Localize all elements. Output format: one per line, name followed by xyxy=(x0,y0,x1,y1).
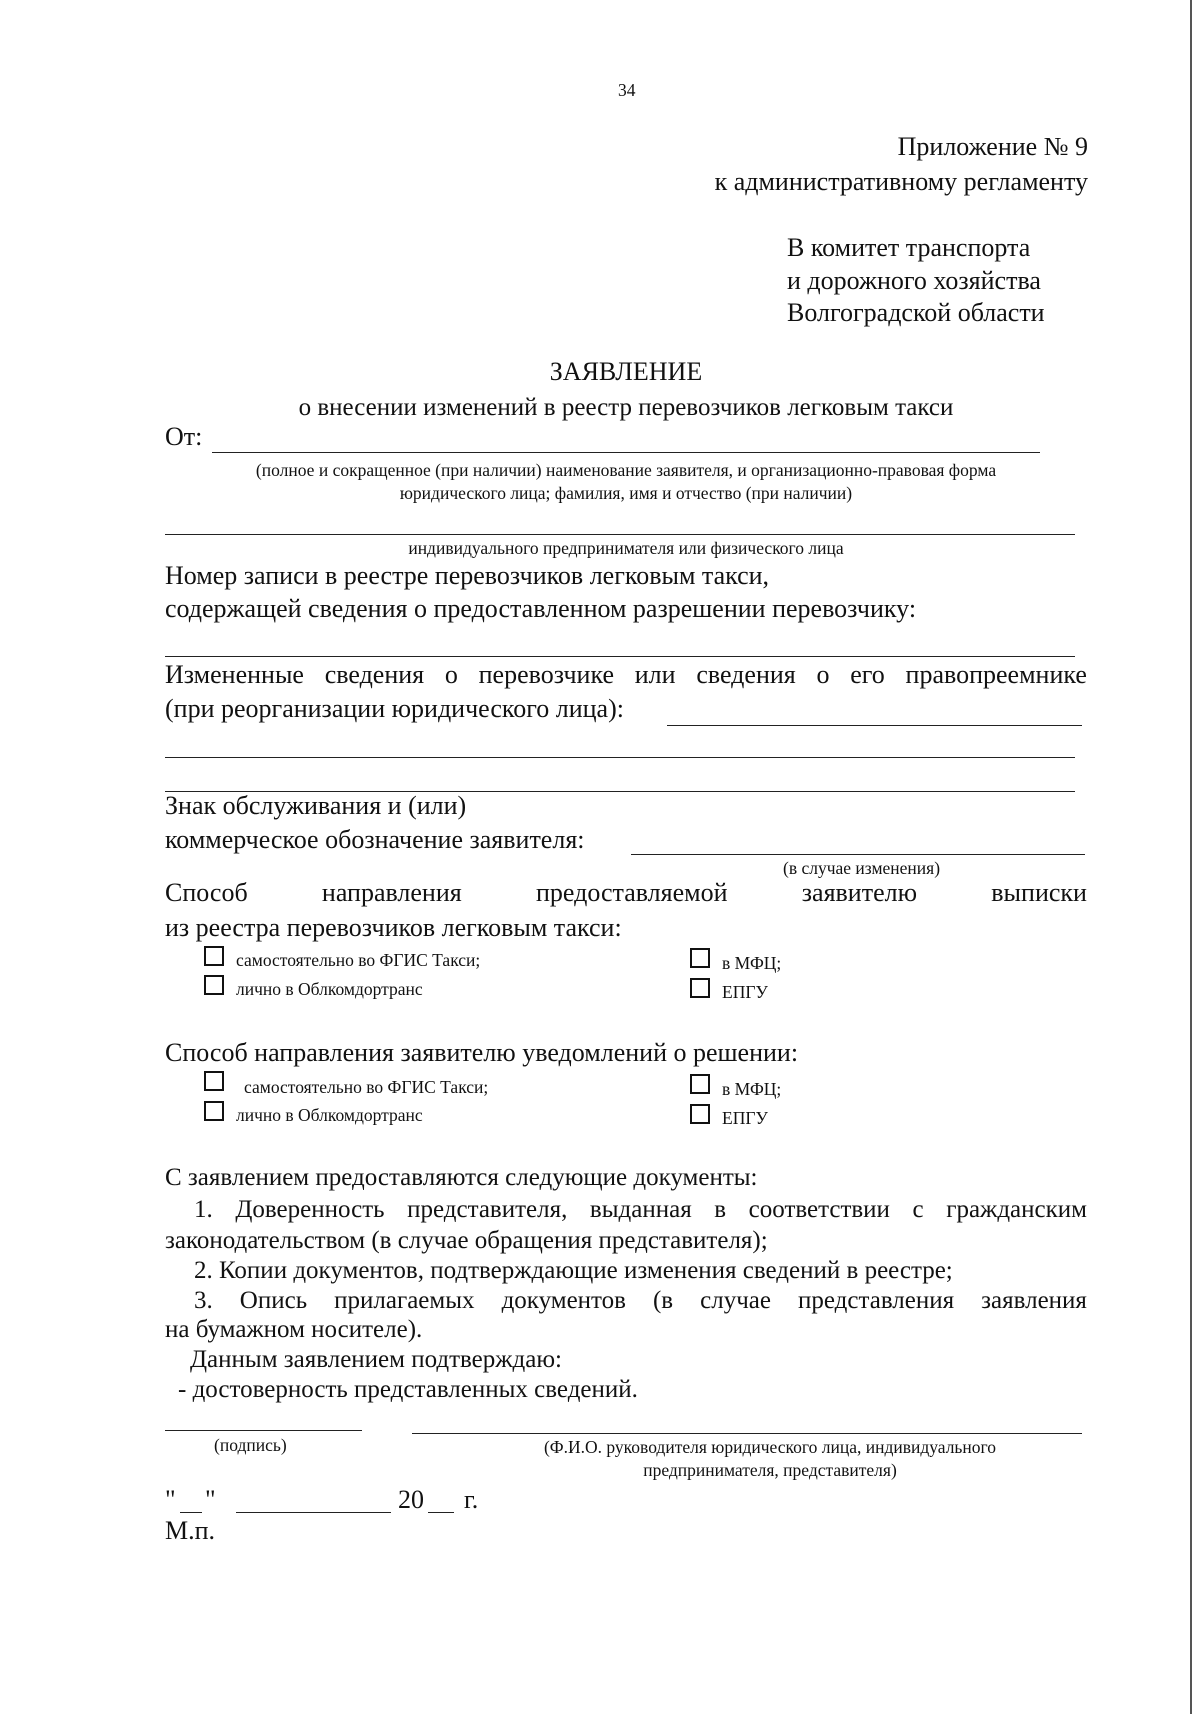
from-field-line[interactable] xyxy=(212,452,1040,453)
doc1-word: в xyxy=(714,1196,727,1223)
document-subtitle: о внесении изменений в реестр перевозчиков легковым такси xyxy=(298,394,954,421)
service-mark-field-line[interactable] xyxy=(631,854,1085,855)
from-field-line-2[interactable] xyxy=(165,534,1075,535)
full-name-caption-1: (Ф.И.О. руководителя юридического лица, индивидуального xyxy=(543,1437,997,1457)
extract-mfc-label: в МФЦ; xyxy=(722,953,782,973)
notice-oblkom-checkbox[interactable] xyxy=(204,1101,224,1121)
notice-mfc-label: в МФЦ; xyxy=(722,1079,782,1099)
documents-item-1-line-2: законодательством (в случае обращения представителя); xyxy=(165,1227,768,1254)
extract-method-label-line-1 xyxy=(165,878,1087,908)
doc3-word: 3. xyxy=(194,1287,213,1314)
extract-fgis-label: самостоятельно во ФГИС Такси; xyxy=(236,950,481,970)
addressee-line-1: В комитет транспорта xyxy=(787,233,1031,262)
doc1-word: с xyxy=(912,1196,924,1223)
documents-item-3-line-2: на бумажном носителе). xyxy=(165,1316,423,1343)
extract-epgu-label: ЕПГУ xyxy=(722,982,768,1002)
changed-info-field-line-1[interactable] xyxy=(667,725,1082,726)
notice-method-label: Способ направления заявителю уведомлений о решении: xyxy=(165,1038,799,1067)
doc1-word: соответствии xyxy=(748,1196,890,1223)
changed-word: о xyxy=(816,660,830,689)
stamp-placeholder: М.п. xyxy=(165,1516,216,1545)
record-label-line-1: Номер записи в реестре перевозчиков легковым такси, xyxy=(165,561,770,590)
from-caption-3: индивидуального предпринимателя или физического лица xyxy=(408,538,844,558)
doc3-word: случае xyxy=(700,1287,771,1314)
changed-word: сведения xyxy=(324,660,425,689)
signature-field-line[interactable] xyxy=(165,1430,362,1431)
documents-confirm-item: - достоверность представленных сведений. xyxy=(178,1376,638,1403)
extract-word: выписки xyxy=(991,878,1087,907)
page-number: 34 xyxy=(618,80,636,100)
addressee-line-2: и дорожного хозяйства xyxy=(787,266,1041,295)
extract-mfc-checkbox[interactable] xyxy=(690,948,710,968)
changed-info-label-line-2: (при реорганизации юридического лица): xyxy=(165,694,624,723)
service-mark-label-line-1: Знак обслуживания и (или) xyxy=(165,791,467,820)
extract-word: предоставляемой xyxy=(535,878,728,907)
full-name-field-line[interactable] xyxy=(412,1433,1082,1434)
documents-confirm: Данным заявлением подтверждаю: xyxy=(190,1346,562,1373)
extract-method-label-line-2: из реестра перевозчиков легковым такси: xyxy=(165,913,622,942)
doc3-word: (в xyxy=(652,1287,674,1314)
doc3-word: документов xyxy=(501,1287,626,1314)
changed-word: Измененные xyxy=(165,660,304,689)
doc1-word: представителя, xyxy=(407,1196,568,1223)
notice-mfc-checkbox[interactable] xyxy=(690,1074,710,1094)
notice-fgis-label: самостоятельно во ФГИС Такси; xyxy=(244,1077,489,1097)
service-mark-label-line-2: коммерческое обозначение заявителя: xyxy=(165,825,585,854)
notice-fgis-checkbox[interactable] xyxy=(204,1071,224,1091)
changed-word: перевозчике xyxy=(478,660,614,689)
extract-oblkom-checkbox[interactable] xyxy=(204,975,224,995)
extract-word: заявителю xyxy=(801,878,918,907)
documents-intro: С заявлением предоставляются следующие документы: xyxy=(165,1164,758,1191)
documents-item-1-line-1 xyxy=(194,1196,1087,1224)
date-year-suffix: г. xyxy=(464,1485,479,1514)
full-name-caption-2: предпринимателя, представителя) xyxy=(643,1460,897,1480)
extract-epgu-checkbox[interactable] xyxy=(690,978,710,998)
from-label: От: xyxy=(165,422,203,451)
changed-info-field-line-2[interactable] xyxy=(165,757,1075,758)
record-label-line-2: содержащей сведения о предоставленном разрешении перевозчику: xyxy=(165,594,917,623)
addressee-line-3: Волгоградской области xyxy=(787,298,1045,327)
date-quote-close: " xyxy=(205,1485,216,1514)
service-mark-caption: (в случае изменения) xyxy=(783,858,941,878)
date-month-field[interactable] xyxy=(236,1512,391,1513)
notice-epgu-checkbox[interactable] xyxy=(690,1104,710,1124)
appendix-line-2: к административному регламенту xyxy=(714,167,1088,196)
doc3-word: представления xyxy=(798,1287,955,1314)
date-year-field[interactable] xyxy=(428,1512,454,1513)
notice-epgu-label: ЕПГУ xyxy=(722,1108,768,1128)
extract-oblkom-label: лично в Облкомдортранс xyxy=(236,979,423,999)
doc1-word: выданная xyxy=(589,1196,692,1223)
document-title: ЗАЯВЛЕНИЕ xyxy=(549,357,703,386)
documents-item-2: 2. Копии документов, подтверждающие изменения сведений в реестре; xyxy=(194,1257,953,1284)
signature-caption: (подпись) xyxy=(214,1435,287,1455)
doc3-word: прилагаемых xyxy=(334,1287,475,1314)
documents-item-3-line-1 xyxy=(194,1287,1087,1315)
changed-info-label-line-1 xyxy=(165,660,1087,690)
from-caption-2: юридического лица; фамилия, имя и отчество (при наличии) xyxy=(399,483,853,503)
from-caption-1: (полное и сокращенное (при наличии) наименование заявителя, и организационно-правовая форма xyxy=(255,460,997,480)
notice-oblkom-label: лично в Облкомдортранс xyxy=(236,1105,423,1125)
doc1-word: Доверенность xyxy=(235,1196,385,1223)
doc1-word: гражданским xyxy=(946,1196,1087,1223)
page-scan-edge xyxy=(1190,0,1192,1714)
date-day-field[interactable] xyxy=(180,1512,202,1513)
record-number-field-line[interactable] xyxy=(165,656,1075,657)
doc1-word: 1. xyxy=(194,1196,213,1223)
appendix-line-1: Приложение № 9 xyxy=(897,132,1088,161)
changed-word: или xyxy=(634,660,676,689)
extract-fgis-checkbox[interactable] xyxy=(204,946,224,966)
doc3-word: заявления xyxy=(981,1287,1087,1314)
extract-word: Способ xyxy=(165,878,248,907)
extract-word: направления xyxy=(321,878,462,907)
changed-word: правопреемнике xyxy=(905,660,1087,689)
date-year-prefix: 20 xyxy=(398,1485,424,1514)
date-quote-open: " xyxy=(165,1485,176,1514)
changed-word: его xyxy=(850,660,885,689)
changed-word: сведения xyxy=(696,660,796,689)
changed-word: о xyxy=(444,660,458,689)
doc3-word: Опись xyxy=(239,1287,308,1314)
